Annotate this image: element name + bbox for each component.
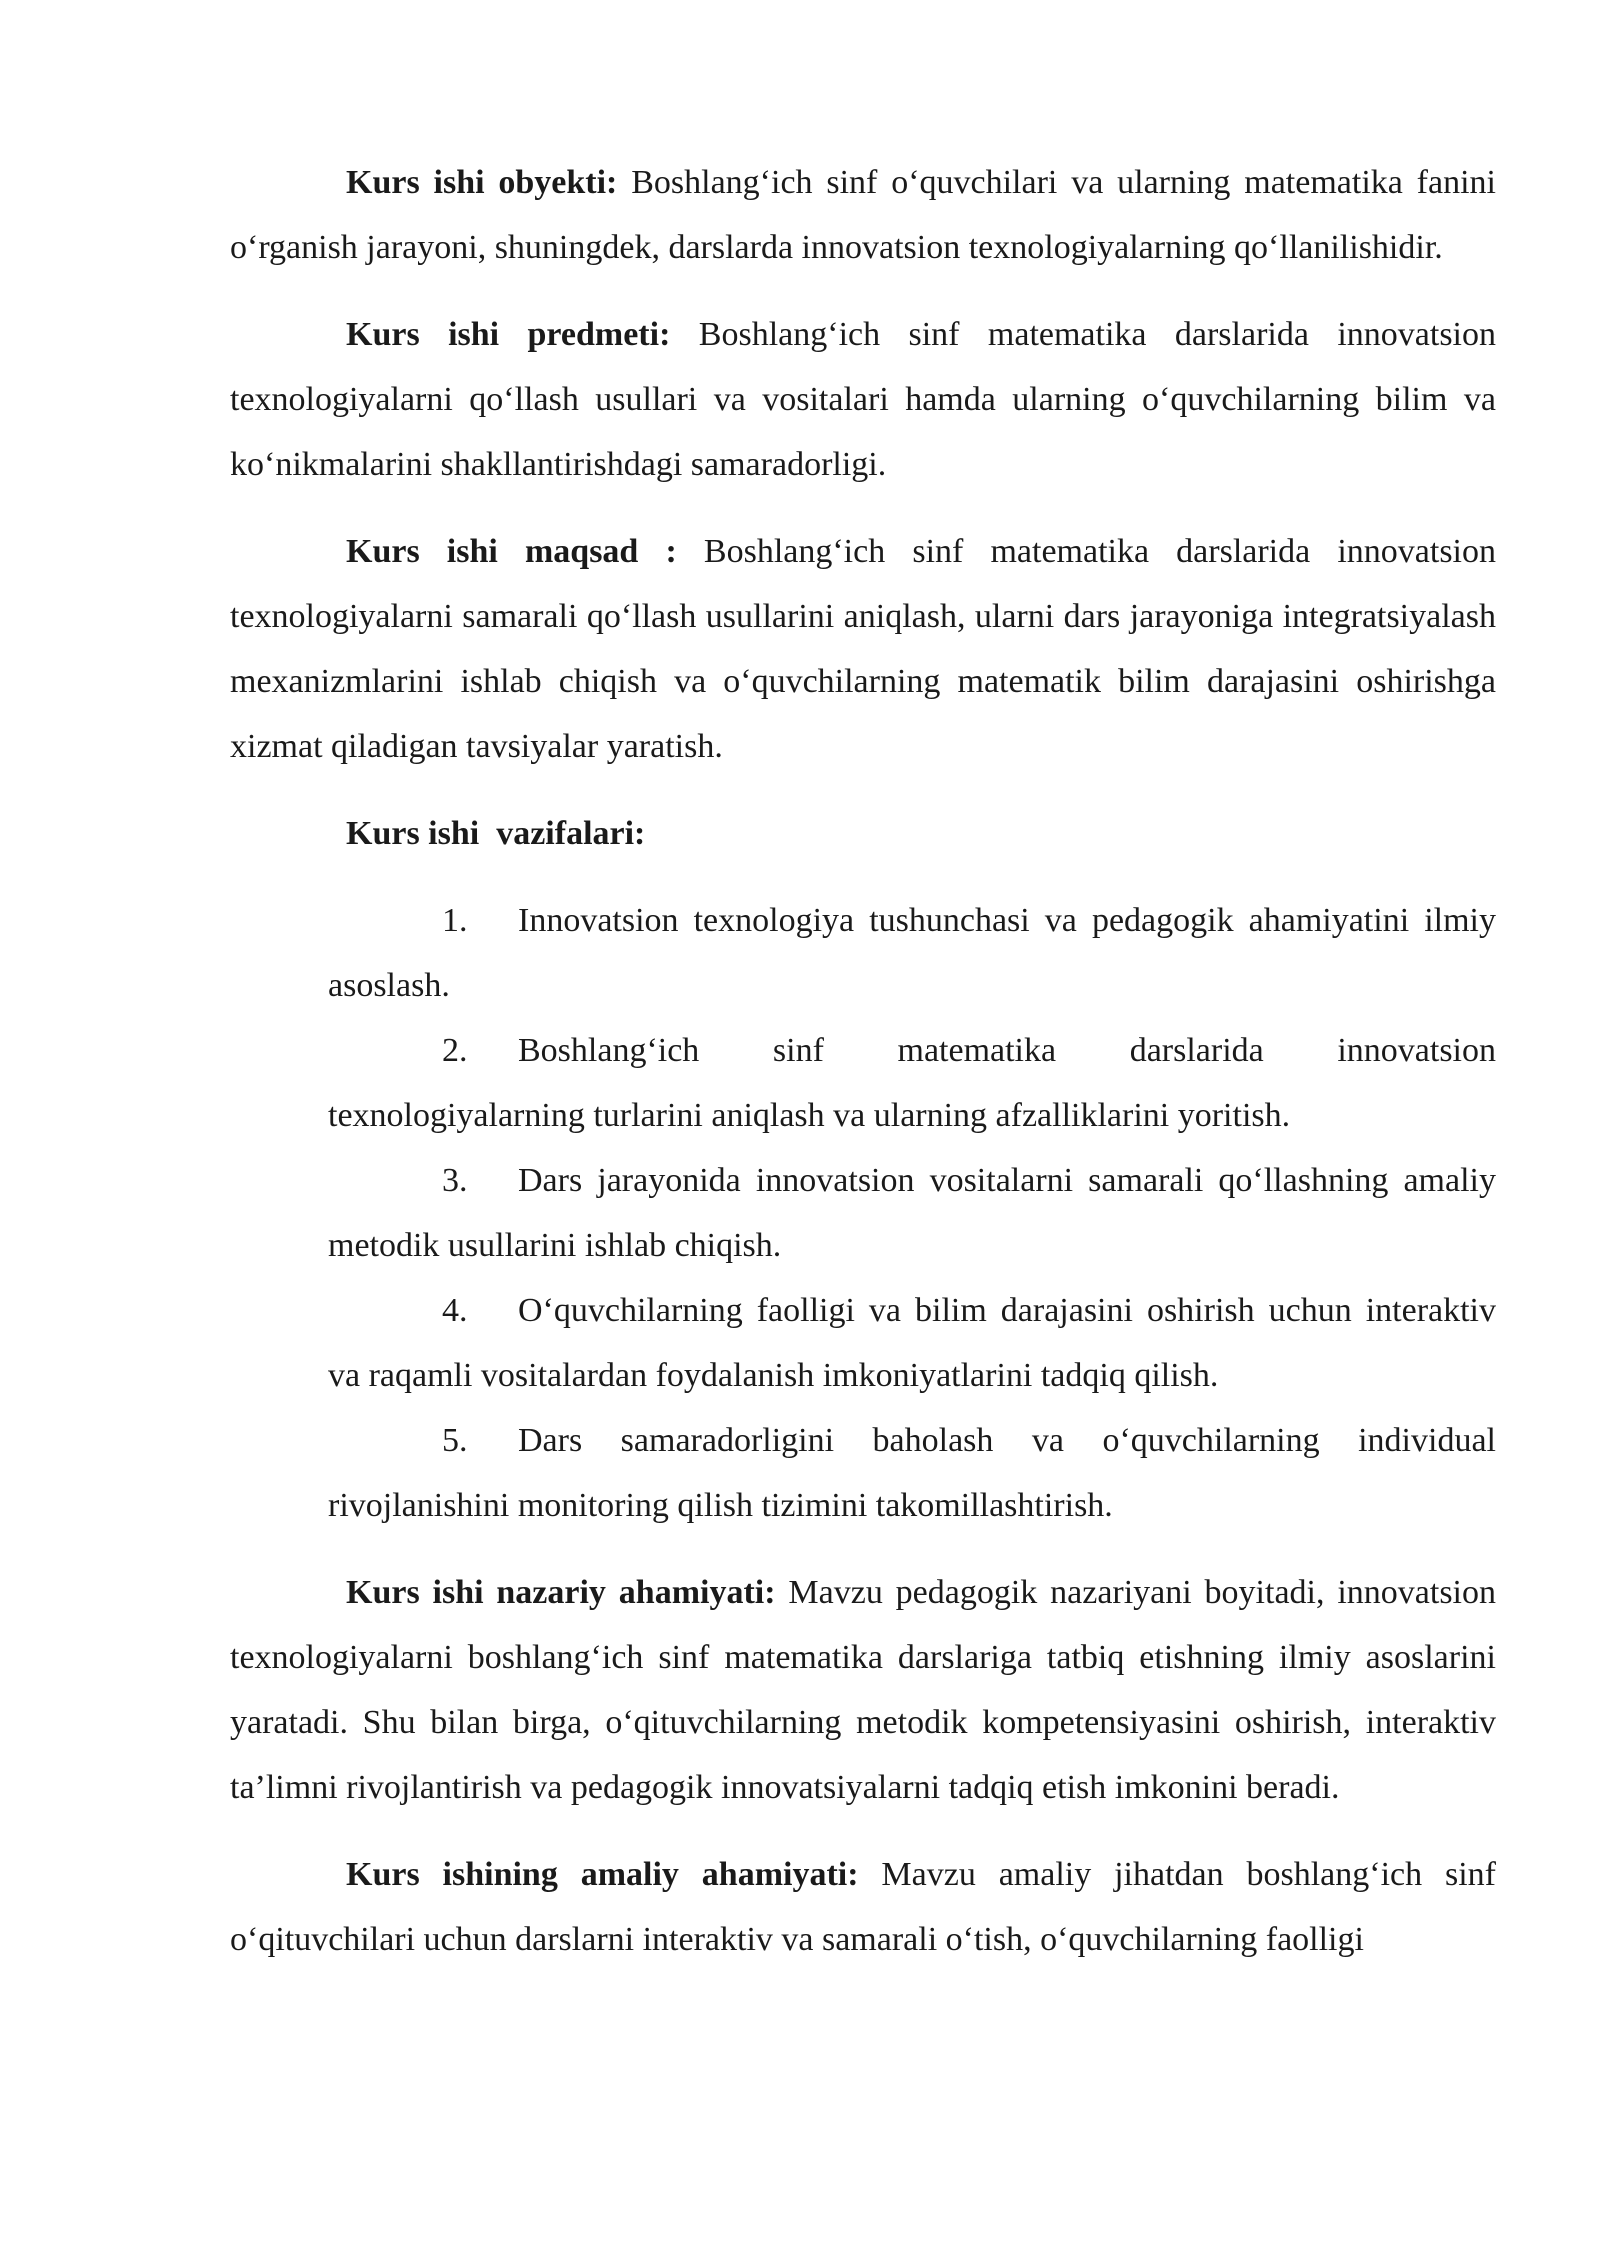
list-item bbox=[328, 1018, 1496, 1148]
list-item-text: Innovatsion texnologiya tushunchasi va pedagogik ahamiyatini ilmiy asoslash. bbox=[328, 902, 1496, 1004]
list-item-number: 1. bbox=[442, 902, 468, 939]
list-item-number: 4. bbox=[442, 1292, 468, 1329]
list-item-text: Dars jarayonida innovatsion vositalarni samarali qo‘llashning amaliy metodik usullarini ishlab chiqish. bbox=[328, 1162, 1496, 1264]
list-item bbox=[328, 1408, 1496, 1538]
list-item-text: O‘quvchilarning faolligi va bilim darajasini oshirish uchun interaktiv va raqamli vositalardan foydalanish imkoniyatlarini tadqiq qilish. bbox=[328, 1292, 1496, 1394]
list-item-number: 5. bbox=[442, 1422, 468, 1459]
paragraph-nazariy-label: Kurs ishi nazariy ahamiyati: bbox=[346, 1574, 776, 1611]
paragraph-amaliy-text: Mavzu amaliy jihatdan boshlang‘ich sinf o‘qituvchilari uchun darslarni interaktiv va samarali o‘tish, o‘quvchilarning faolligi bbox=[230, 1856, 1496, 1958]
paragraph-maqsad-text: Boshlang‘ich sinf matematika darslarida innovatsion texnologiyalarni samarali qo‘llash usullarini aniqlash, ularni dars jarayoniga integratsiyalash mexanizmlarini ishlab chiqish va o‘quvchilarning matematik bilim darajasini oshirishga xizmat qiladigan tavsiyalar yaratish. bbox=[230, 533, 1496, 765]
list-item-text: Dars samaradorligini baholash va o‘quvchilarning individual rivojlanishini monitoring qilish tizimini takomillashtirish. bbox=[328, 1422, 1496, 1524]
tasks-heading: Kurs ishi vazifalari: bbox=[346, 815, 646, 852]
paragraph-predmet bbox=[230, 302, 1496, 497]
list-item-number: 2. bbox=[442, 1032, 468, 1069]
paragraph-obyekt-text: Boshlang‘ich sinf o‘quvchilari va ularning matematika fanini o‘rganish jarayoni, shuningdek, darslarda innovatsion texnologiyalarning qo‘llanilishidir. bbox=[230, 164, 1496, 266]
list-item bbox=[328, 1278, 1496, 1408]
document-page bbox=[230, 150, 1496, 1994]
paragraph-amaliy-ahamiyati bbox=[230, 1842, 1496, 1972]
tasks-list bbox=[230, 888, 1496, 1538]
paragraph-nazariy-ahamiyati bbox=[230, 1560, 1496, 1820]
list-item-text: Boshlang‘ich sinf matematika darslarida innovatsion texnologiyalarning turlarini aniqlash va ularning afzalliklarini yoritish. bbox=[328, 1032, 1496, 1134]
list-item-number: 3. bbox=[442, 1162, 468, 1199]
paragraph-obyekt-label: Kurs ishi obyekti: bbox=[346, 164, 618, 201]
paragraph-maqsad-label: Kurs ishi maqsad : bbox=[346, 533, 677, 570]
paragraph-predmet-text: Boshlang‘ich sinf matematika darslarida innovatsion texnologiyalarni qo‘llash usullari va vositalari hamda ularning o‘quvchilarning bilim va ko‘nikmalarini shakllantirishdagi samaradorligi. bbox=[230, 316, 1496, 483]
paragraph-maqsad bbox=[230, 519, 1496, 779]
list-item bbox=[328, 888, 1496, 1018]
paragraph-nazariy-text: Mavzu pedagogik nazariyani boyitadi, innovatsion texnologiyalarni boshlang‘ich sinf matematika darslariga tatbiq etishning ilmiy asoslarini yaratadi. Shu bilan birga, o‘qituvchilarning metodik kompetensiyasini oshirish, interaktiv ta’limni rivojlantirish va pedagogik innovatsiyalarni tadqiq etish imkonini beradi. bbox=[230, 1574, 1496, 1806]
paragraph-amaliy-label: Kurs ishining amaliy ahamiyati: bbox=[346, 1856, 859, 1893]
paragraph-obyekt bbox=[230, 150, 1496, 280]
list-item bbox=[328, 1148, 1496, 1278]
paragraph-predmet-label: Kurs ishi predmeti: bbox=[346, 316, 671, 353]
